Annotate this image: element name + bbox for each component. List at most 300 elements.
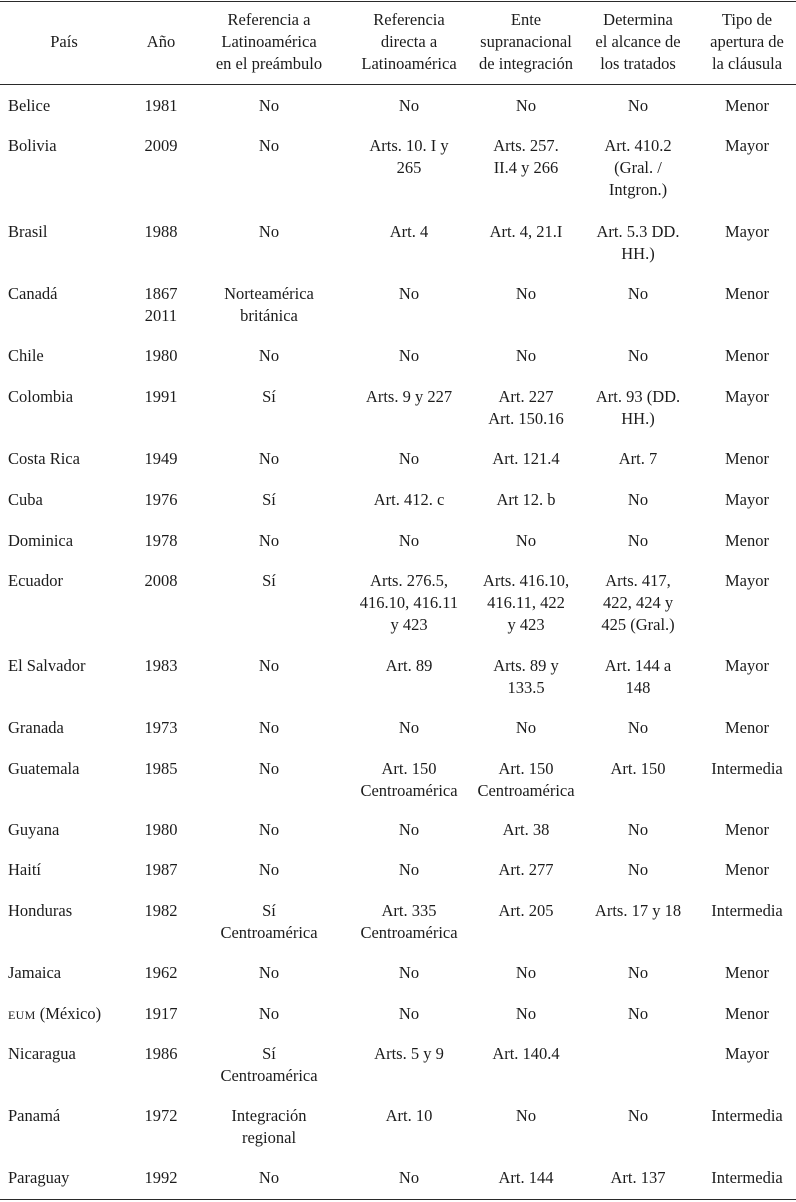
cell-country (0, 272, 128, 334)
cell-country (0, 848, 128, 889)
cell-line: Intermedia (711, 1106, 783, 1125)
cell-treaties (578, 124, 698, 210)
cell-line: No (258, 96, 280, 115)
cell-treaties (578, 84, 698, 124)
cell-direct (344, 124, 474, 210)
cell-opening (698, 559, 796, 644)
cell-treaties (578, 644, 698, 706)
cell-preamble (194, 951, 344, 992)
cell-line: Sí (262, 571, 276, 590)
cell-opening (698, 992, 796, 1032)
cell-year (128, 84, 194, 124)
cell-supranational (474, 559, 578, 644)
cell-line: No (627, 284, 649, 303)
table-body (0, 84, 796, 1196)
country-name: Haití (8, 860, 41, 879)
cell-line: Arts. 17 y 18 (594, 901, 682, 920)
cell-line: No (258, 136, 280, 155)
cell-line: 1976 (144, 490, 178, 509)
cell-line: Arts. 89 y (493, 656, 559, 675)
cell-line: No (398, 963, 420, 982)
header-line: Ente (510, 10, 542, 29)
cell-line: No (398, 346, 420, 365)
cell-preamble (194, 559, 344, 644)
cell-line: No (398, 96, 420, 115)
header-line: Año (146, 32, 176, 51)
cell-line: Art. 121.4 (492, 449, 560, 468)
cell-line: No (258, 222, 280, 241)
cell-supranational (474, 848, 578, 889)
cell-country (0, 519, 128, 559)
cell-line: Integración (231, 1106, 307, 1125)
cell-opening (698, 1032, 796, 1094)
cell-line: 425 (Gral.) (601, 615, 675, 634)
cell-treaties (578, 1094, 698, 1156)
header-line: en el preámbulo (215, 54, 323, 73)
cell-line: Menor (725, 1004, 769, 1023)
table-row (0, 437, 796, 478)
cell-line: Mayor (725, 387, 769, 406)
country-name: Jamaica (8, 963, 62, 982)
cell-direct (344, 889, 474, 951)
cell-country (0, 747, 128, 808)
cell-treaties (578, 478, 698, 519)
cell-preamble (194, 334, 344, 375)
cell-supranational (474, 375, 578, 437)
cell-line: No (627, 1106, 649, 1125)
cell-line: Art. 4, 21.I (489, 222, 563, 241)
cell-line: 1992 (144, 1168, 178, 1187)
table-row (0, 334, 796, 375)
cell-line: 1973 (144, 718, 178, 737)
cell-line: Menor (725, 531, 769, 550)
cell-direct (344, 1156, 474, 1196)
cell-line: 1985 (144, 759, 178, 778)
table-row (0, 1156, 796, 1196)
cell-year (128, 478, 194, 519)
header-clause-opening (698, 0, 796, 84)
cell-line: Art. 150.16 (488, 409, 564, 428)
cell-line: HH.) (621, 409, 655, 428)
cell-preamble (194, 84, 344, 124)
cell-line: No (258, 346, 280, 365)
cell-line: Art. 150 (610, 759, 666, 778)
cell-country (0, 210, 128, 272)
cell-supranational (474, 210, 578, 272)
cell-year (128, 437, 194, 478)
cell-opening (698, 519, 796, 559)
cell-preamble (194, 992, 344, 1032)
cell-treaties (578, 848, 698, 889)
cell-line: Art. 277 (498, 860, 554, 879)
cell-line: No (258, 963, 280, 982)
cell-line: y 423 (507, 615, 545, 634)
cell-direct (344, 848, 474, 889)
cell-line: No (258, 718, 280, 737)
country-name: Canadá (8, 284, 58, 303)
header-line: directa a (380, 32, 438, 51)
cell-year (128, 519, 194, 559)
country-name: Ecuador (8, 571, 63, 590)
cell-line: No (627, 96, 649, 115)
table-row (0, 808, 796, 848)
cell-year (128, 747, 194, 808)
cell-preamble (194, 375, 344, 437)
cell-supranational (474, 1094, 578, 1156)
header-line: el alcance de (595, 32, 681, 51)
cell-supranational (474, 992, 578, 1032)
cell-line: No (515, 284, 537, 303)
cell-direct (344, 84, 474, 124)
cell-country (0, 84, 128, 124)
cell-direct (344, 747, 474, 808)
cell-supranational (474, 1032, 578, 1094)
cell-preamble (194, 478, 344, 519)
cell-line: No (627, 490, 649, 509)
cell-line: No (258, 820, 280, 839)
table-row (0, 559, 796, 644)
cell-supranational (474, 951, 578, 992)
cell-line: 1962 (144, 963, 178, 982)
cell-line: 1987 (144, 860, 178, 879)
cell-line: No (398, 1004, 420, 1023)
cell-country (0, 1032, 128, 1094)
cell-line: Centroamérica (220, 1066, 318, 1085)
header-country (0, 0, 128, 84)
cell-line: Mayor (725, 571, 769, 590)
table-row (0, 478, 796, 519)
header-line: Determina (603, 10, 673, 29)
cell-line: 2009 (144, 136, 178, 155)
cell-treaties (578, 706, 698, 747)
cell-line: Art. 140.4 (492, 1044, 560, 1063)
cell-line: Menor (725, 284, 769, 303)
cell-preamble (194, 889, 344, 951)
cell-treaties (578, 334, 698, 375)
cell-country (0, 478, 128, 519)
cell-year (128, 124, 194, 210)
cell-direct (344, 272, 474, 334)
cell-line: 416.10, 416.11 (359, 593, 459, 612)
country-name: Dominica (8, 531, 74, 550)
table-header (0, 0, 796, 84)
cell-country (0, 437, 128, 478)
cell-country (0, 644, 128, 706)
cell-opening (698, 124, 796, 210)
cell-line: Art. 144 a (604, 656, 672, 675)
cell-supranational (474, 808, 578, 848)
cell-line: Intermedia (711, 901, 783, 920)
cell-line: No (258, 531, 280, 550)
cell-country (0, 1094, 128, 1156)
header-line: Referencia (373, 10, 445, 29)
header-row (0, 0, 796, 84)
cell-line: Centroamérica (220, 923, 318, 942)
cell-line: No (515, 96, 537, 115)
cell-preamble (194, 1094, 344, 1156)
table-row (0, 519, 796, 559)
country-abbreviation: EUM (8, 1008, 36, 1022)
table-row (0, 951, 796, 992)
cell-treaties (578, 1032, 698, 1094)
cell-opening (698, 808, 796, 848)
cell-opening (698, 375, 796, 437)
table-row (0, 644, 796, 706)
cell-country (0, 706, 128, 747)
table-bottom-rule (0, 1199, 796, 1200)
table-row (0, 124, 796, 210)
cell-line: 148 (625, 678, 651, 697)
cell-line: Menor (725, 346, 769, 365)
cell-line: Art. 150 (498, 759, 554, 778)
header-supranational-entity (474, 0, 578, 84)
cell-country (0, 124, 128, 210)
cell-line: Mayor (725, 656, 769, 675)
cell-treaties (578, 519, 698, 559)
cell-supranational (474, 84, 578, 124)
cell-line: No (627, 531, 649, 550)
cell-treaties (578, 210, 698, 272)
cell-year (128, 644, 194, 706)
cell-preamble (194, 1156, 344, 1196)
header-line: Latinoamérica (221, 32, 317, 51)
cell-line: Norteamérica (224, 284, 314, 303)
cell-direct (344, 1094, 474, 1156)
cell-preamble (194, 1032, 344, 1094)
cell-line: Art. 93 (DD. (595, 387, 681, 406)
cell-line: 1983 (144, 656, 178, 675)
cell-line: Art. 7 (618, 449, 658, 468)
cell-year (128, 951, 194, 992)
cell-opening (698, 848, 796, 889)
cell-line: Sí (262, 1044, 276, 1063)
cell-direct (344, 519, 474, 559)
cell-opening (698, 1156, 796, 1196)
cell-line: 1980 (144, 820, 178, 839)
cell-opening (698, 889, 796, 951)
cell-line: 1986 (144, 1044, 178, 1063)
cell-line: Arts. 416.10, (482, 571, 570, 590)
cell-line: 1981 (144, 96, 178, 115)
cell-direct (344, 559, 474, 644)
cell-supranational (474, 644, 578, 706)
cell-line: No (398, 284, 420, 303)
cell-line: Sí (262, 490, 276, 509)
cell-line: No (627, 820, 649, 839)
table-row (0, 375, 796, 437)
cell-line: No (515, 718, 537, 737)
cell-preamble (194, 848, 344, 889)
cell-line: 1980 (144, 346, 178, 365)
cell-line: No (258, 759, 280, 778)
header-line: Referencia a (227, 10, 311, 29)
cell-treaties (578, 951, 698, 992)
cell-country (0, 889, 128, 951)
cell-line: Centroamérica (360, 923, 458, 942)
cell-line: Sí (262, 901, 276, 920)
cell-opening (698, 1094, 796, 1156)
cell-preamble (194, 644, 344, 706)
country-name: (México) (35, 1004, 102, 1023)
cell-line: Arts. 10. I y (369, 136, 449, 155)
country-name: Chile (8, 346, 44, 365)
table-row (0, 1094, 796, 1156)
header-year (128, 0, 194, 84)
cell-preamble (194, 437, 344, 478)
cell-line: No (258, 449, 280, 468)
table-row (0, 84, 796, 124)
cell-treaties (578, 1156, 698, 1196)
cell-country (0, 808, 128, 848)
cell-direct (344, 706, 474, 747)
cell-direct (344, 334, 474, 375)
cell-year (128, 889, 194, 951)
cell-line: Art. 144 (498, 1168, 554, 1187)
country-name: Guyana (8, 820, 60, 839)
cell-year (128, 559, 194, 644)
cell-line: No (627, 718, 649, 737)
cell-line: No (398, 860, 420, 879)
cell-treaties (578, 808, 698, 848)
cell-preamble (194, 272, 344, 334)
country-name: Brasil (8, 222, 48, 241)
country-name: El Salvador (8, 656, 86, 675)
cell-opening (698, 84, 796, 124)
header-line: apertura de (710, 32, 784, 51)
cell-line: Arts. 257. (493, 136, 559, 155)
table-row (0, 210, 796, 272)
cell-direct (344, 808, 474, 848)
cell-country (0, 559, 128, 644)
cell-opening (698, 644, 796, 706)
cell-line: No (515, 963, 537, 982)
country-name: Granada (8, 718, 64, 737)
table-row (0, 992, 796, 1032)
cell-line: Art. 5.3 DD. (596, 222, 680, 241)
cell-line: Art 12. b (496, 490, 556, 509)
cell-line: Art. 205 (498, 901, 554, 920)
header-line: Latinoamérica (361, 54, 457, 73)
header-line: los tratados (600, 54, 676, 73)
cell-treaties (578, 437, 698, 478)
cell-direct (344, 210, 474, 272)
cell-year (128, 1156, 194, 1196)
cell-line: y 423 (390, 615, 428, 634)
cell-country (0, 992, 128, 1032)
cell-line: (Gral. / (614, 158, 662, 177)
cell-line: No (398, 449, 420, 468)
country-name: Nicaragua (8, 1044, 76, 1063)
cell-preamble (194, 124, 344, 210)
cell-year (128, 334, 194, 375)
cell-line: Arts. 276.5, (370, 571, 448, 590)
cell-opening (698, 437, 796, 478)
cell-line: Intermedia (711, 1168, 783, 1187)
cell-line: Menor (725, 820, 769, 839)
cell-line: 2011 (144, 306, 178, 325)
country-name: Belice (8, 96, 51, 115)
cell-line: 133.5 (507, 678, 545, 697)
cell-treaties (578, 272, 698, 334)
cell-line: 422, 424 y (602, 593, 674, 612)
cell-treaties (578, 747, 698, 808)
cell-line: Intgron.) (608, 180, 668, 199)
cell-opening (698, 747, 796, 808)
table-row (0, 889, 796, 951)
cell-line: 416.11, 422 (487, 593, 565, 612)
cell-line: No (258, 1168, 280, 1187)
cell-line: No (627, 1004, 649, 1023)
cell-supranational (474, 706, 578, 747)
cell-direct (344, 437, 474, 478)
cell-line: Centroamérica (360, 781, 458, 800)
cell-line: No (627, 346, 649, 365)
table-row (0, 272, 796, 334)
cell-preamble (194, 519, 344, 559)
cell-line: Menor (725, 860, 769, 879)
cell-line: Mayor (725, 1044, 769, 1063)
cell-line: Mayor (725, 490, 769, 509)
cell-opening (698, 478, 796, 519)
cell-preamble (194, 747, 344, 808)
cell-country (0, 1156, 128, 1196)
cell-year (128, 808, 194, 848)
cell-line: Art. 137 (610, 1168, 666, 1187)
cell-line: británica (240, 306, 298, 325)
cell-treaties (578, 559, 698, 644)
cell-supranational (474, 519, 578, 559)
cell-country (0, 334, 128, 375)
cell-line: Centroamérica (477, 781, 575, 800)
cell-line: No (627, 963, 649, 982)
cell-year (128, 375, 194, 437)
cell-year (128, 848, 194, 889)
cell-line: 2008 (144, 571, 178, 590)
cell-direct (344, 478, 474, 519)
cell-treaties (578, 375, 698, 437)
cell-direct (344, 992, 474, 1032)
cell-line: Menor (725, 718, 769, 737)
cell-line: II.4 y 266 (493, 158, 559, 177)
cell-line: 1991 (144, 387, 178, 406)
cell-opening (698, 951, 796, 992)
cell-preamble (194, 706, 344, 747)
cell-line: Art. 10 (385, 1106, 433, 1125)
cell-supranational (474, 747, 578, 808)
cell-line: Art. 410.2 (604, 136, 672, 155)
table-row (0, 706, 796, 747)
cell-year (128, 706, 194, 747)
cell-line: 1978 (144, 531, 178, 550)
table-row (0, 848, 796, 889)
table-row (0, 1032, 796, 1094)
cell-direct (344, 1032, 474, 1094)
country-name: Paraguay (8, 1168, 70, 1187)
cell-line: Mayor (725, 136, 769, 155)
cell-line: Art. 89 (385, 656, 433, 675)
cell-year (128, 992, 194, 1032)
header-line: Tipo de (721, 10, 773, 29)
cell-preamble (194, 210, 344, 272)
cell-line: Art. 150 (381, 759, 437, 778)
cell-line: No (398, 820, 420, 839)
cell-supranational (474, 437, 578, 478)
cell-opening (698, 706, 796, 747)
cell-year (128, 272, 194, 334)
cell-line: 1988 (144, 222, 178, 241)
country-name: Costa Rica (8, 449, 80, 468)
cell-opening (698, 272, 796, 334)
